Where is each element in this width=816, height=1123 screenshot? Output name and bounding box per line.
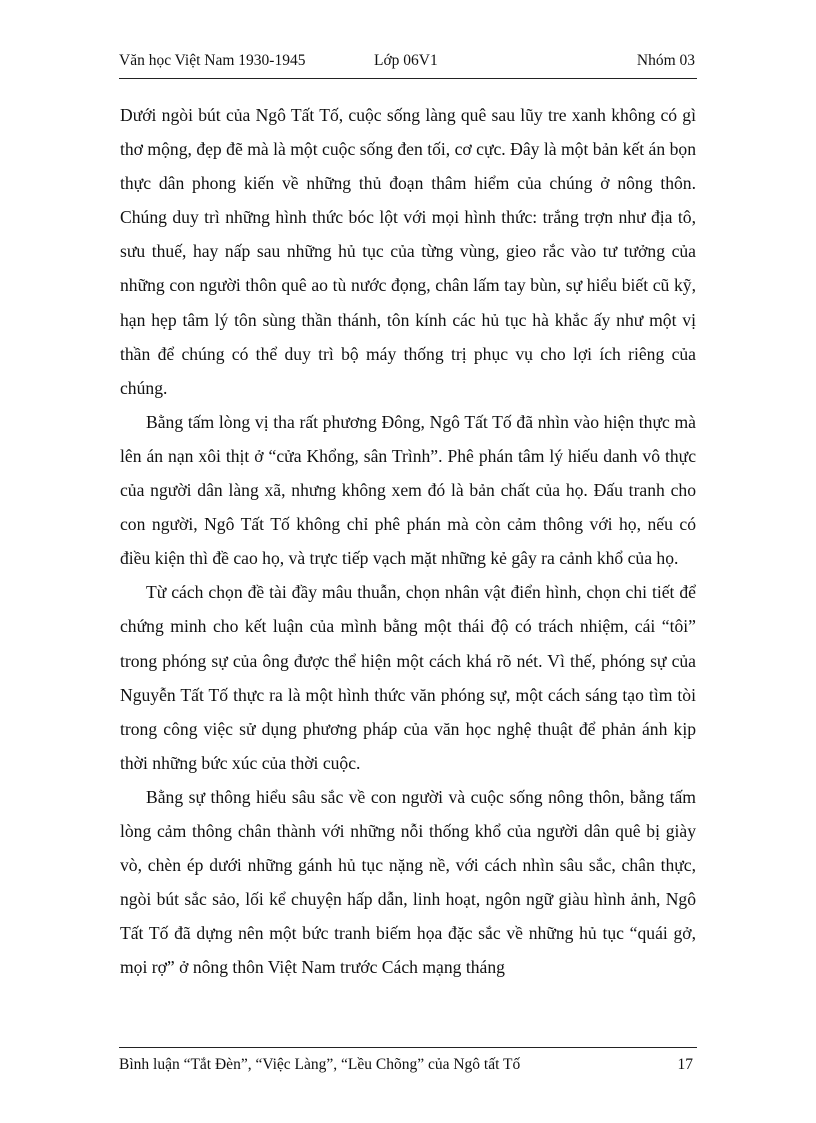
header-group: Nhóm 03 [636,52,695,69]
document-body [120,98,696,984]
footer-divider [119,1047,697,1048]
page-number: 17 [677,1056,693,1073]
header-class: Lớp 06V1 [374,52,438,69]
footer-title: Bình luận “Tắt Đèn”, “Việc Làng”, “Lều Chõng” của Ngô tất Tố [119,1056,521,1073]
header-divider [119,78,697,79]
header-course-title: Văn học Việt Nam 1930-1945 [119,52,306,69]
page-header [119,52,697,74]
paragraph: Từ cách chọn đề tài đầy mâu thuẫn, chọn nhân vật điển hình, chọn chi tiết để chứng minh cho kết luận của mình bằng một thái độ có trách nhiệm, cái “tôi” trong phóng sự của ông được thể hiện một cách khá rõ nét. Vì thế, phóng sự của Nguyễn Tất Tố thực ra là một hình thức văn phóng sự, một cách sáng tạo tìm tòi trong công việc sử dụng phương pháp của văn học nghệ thuật để phản ánh kịp thời những bức xúc của thời cuộc. [120,582,696,773]
paragraph: Bằng sự thông hiểu sâu sắc về con người và cuộc sống nông thôn, bằng tấm lòng cảm thông chân thành với những nỗi thống khổ của người dân quê bị giày vò, chèn ép dưới những gánh hủ tục nặng nề, với cách nhìn sâu sắc, chân thực, ngòi bút sắc sảo, lối kể chuyện hấp dẫn, linh hoạt, ngôn ngữ giàu hình ảnh, Ngô Tất Tố đã dựng nên một bức tranh biếm họa đặc sắc về những hủ tục “quái gở, mọi rợ” ở nông thôn Việt Nam trước Cách mạng tháng [120,786,696,978]
page-footer [119,1056,697,1078]
paragraph: Bằng tấm lòng vị tha rất phương Đông, Ngô Tất Tố đã nhìn vào hiện thực mà lên án nạn xôi thịt ở “cửa Khổng, sân Trình”. Phê phán tâm lý hiếu danh vô thực của người dân làng xã, nhưng không xem đó là bản chất của họ. Đấu tranh cho con người, Ngô Tất Tố không chỉ phê phán mà còn cảm thông với họ, nếu có điều kiện thì đề cao họ, và trực tiếp vạch mặt những kẻ gây ra cảnh khổ của họ. [120,411,696,569]
paragraph: Dưới ngòi bút của Ngô Tất Tố, cuộc sống làng quê sau lũy tre xanh không có gì thơ mộng, đẹp đẽ mà là một cuộc sống đen tối, cơ cực. Đây là một bản kết án bọn thực dân phong kiến về những thủ đoạn thâm hiểm của chúng ở nông thôn. Chúng duy trì những hình thức bóc lột với mọi hình thức: trắng trợn như địa tô, sưu thuế, hay nấp sau những hủ tục của từng vùng, gieo rắc vào tư tưởng của những con người thôn quê ao tù nước đọng, chân lấm tay bùn, sự hiểu biết cũ kỹ, hạn hẹp tâm lý tôn sùng thần thánh, tôn kính các hủ tục hà khắc ấy như một vị thần để chúng có thể duy trì bộ máy thống trị phục vụ cho lợi ích riêng của chúng. [120,105,696,398]
